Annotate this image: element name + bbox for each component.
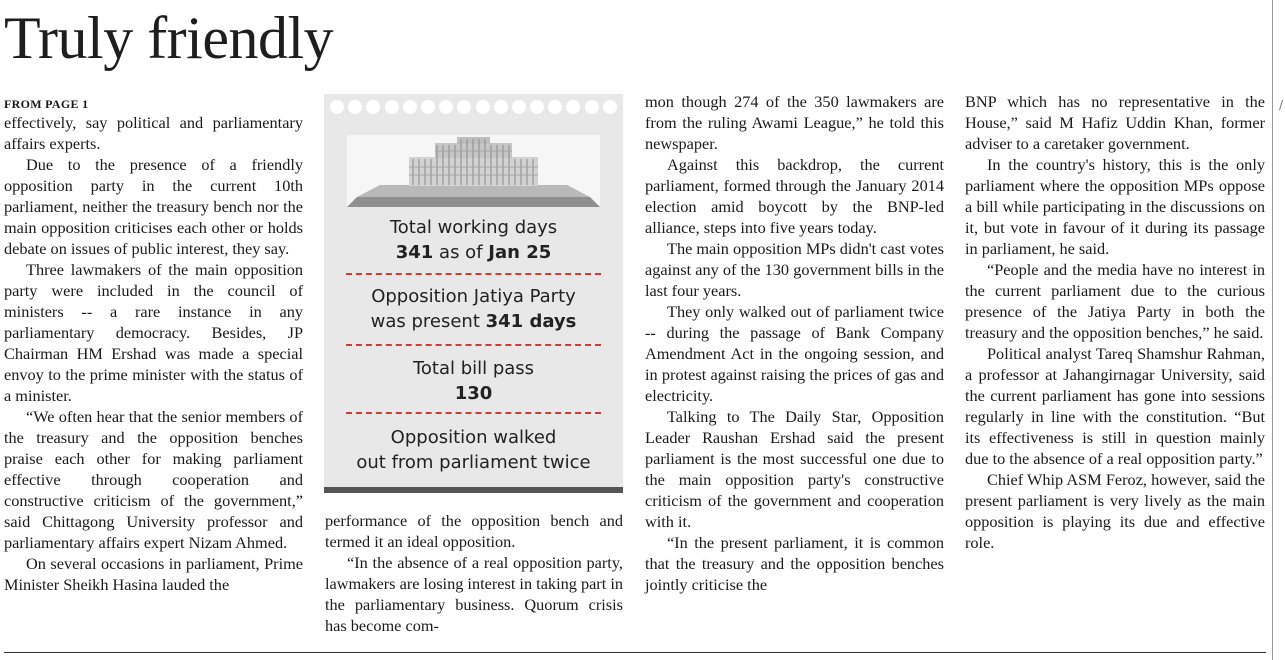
- paragraph: “We often hear that the senior members of the treasury and the opposition benches praise each other for making parliament effective through cooperation and constructive criticism of the government,” said Chittagong University professor and parliamentary affairs expert Nizam Ahmed.: [4, 407, 303, 552]
- paragraph: “In the absence of a real opposition party, lawmakers are losing interest in taking part in the parliamentary business. Quorum crisis has become com-: [325, 553, 623, 635]
- paragraph: performance of the opposition bench and termed it an ideal opposition.: [325, 511, 623, 551]
- stat-value: [324, 381, 623, 406]
- article-column-3: [645, 91, 944, 595]
- paragraph: “In the present parliament, it is common that the treasury and the opposition benches jointly criticise the: [645, 533, 944, 594]
- paragraph: mon though 274 of the 350 lawmakers are from the ruling Awami League,” he told this newspaper.: [645, 92, 944, 153]
- infobox-bottom-border: [324, 487, 623, 493]
- paragraph: Talking to The Daily Star, Opposition Leader Raushan Ershad said the present parliament is the most successful one due to the main opposition party's constructive criticism of the government and cooperation with it.: [645, 407, 944, 531]
- stat-number: 130: [454, 383, 493, 404]
- paragraph: On several occasions in parliament, Prime Minister Sheikh Hasina lauded the: [4, 554, 303, 594]
- bottom-rule: [4, 652, 1266, 653]
- paragraph: Chief Whip ASM Feroz, however, said the present parliament is very lively as the main opposition is playing its due and effective role.: [965, 470, 1265, 552]
- dashed-divider: [346, 412, 601, 414]
- stat-value: [324, 240, 623, 265]
- paragraph: Due to the presence of a friendly opposition party in the current 10th parliament, neither the treasury bench nor the main opposition criticises each other or holds debate on issues of public interest, they say.: [4, 155, 303, 258]
- stat-label: Opposition Jatiya Party: [371, 286, 576, 307]
- parliament-building-image: [347, 135, 600, 207]
- stat-number: 341 days: [485, 311, 577, 332]
- stat-label: Opposition walked: [390, 427, 557, 448]
- paragraph: “People and the media have no interest in the current parliament due to the curious presence of the Jatiya Party in both the treasury and the opposition benches,” he said.: [965, 260, 1265, 342]
- stat-label: out from parliament twice: [356, 452, 591, 473]
- stat-prefix: was present: [370, 311, 486, 332]
- paragraph: Three lawmakers of the main opposition party were included in the council of ministers -- a rare instance in any parliamentary democracy. Besides, JP Chairman HM Ershad was made a special envoy to the prime minister with the status of a minister.: [4, 260, 303, 405]
- notepad-binding-holes: [330, 100, 617, 118]
- stat-number: 341: [395, 242, 434, 263]
- stat-label: Total bill pass: [412, 358, 535, 379]
- stat-connector: as of: [433, 242, 489, 263]
- headline: Truly friendly: [4, 5, 334, 71]
- margin-marker: /: [1279, 98, 1284, 112]
- stat-value: [324, 309, 623, 334]
- page-edge-rule: [1272, 0, 1273, 660]
- paragraph: They only walked out of parliament twice -- during the passage of Bank Company Amendment Act in the ongoing session, and in protest against raising the prices of gas and electricity.: [645, 302, 944, 405]
- article-column-2: [325, 510, 623, 636]
- dashed-divider: [346, 273, 601, 275]
- paragraph: BNP which has no representative in the House,” said M Hafiz Uddin Khan, former adviser to a caretaker government.: [965, 92, 1265, 153]
- paragraph: The main opposition MPs didn't cast votes against any of the 130 government bills in the last four years.: [645, 239, 944, 300]
- stat-label: Total working days: [389, 217, 558, 238]
- stats-infobox: [324, 94, 623, 492]
- stat-working-days: [324, 215, 623, 265]
- dashed-divider: [346, 344, 601, 346]
- article-column-1: [4, 92, 303, 595]
- stat-opposition-present: [324, 284, 623, 334]
- stat-bill-pass: [324, 356, 623, 406]
- from-page-kicker: FROM PAGE 1: [4, 97, 89, 111]
- paragraph: In the country's history, this is the only parliament where the opposition MPs oppose a bill while participating in the discussions on it, but vote in favour of it during its passage in parliament, he said.: [965, 155, 1265, 258]
- article-column-4: [965, 91, 1265, 553]
- stat-date: Jan 25: [488, 242, 552, 263]
- paragraph: Against this backdrop, the current parliament, formed through the January 2014 election amid boycott by the BNP-led alliance, steps into five years today.: [645, 155, 944, 237]
- paragraph: effectively, say political and parliamentary affairs experts.: [4, 113, 303, 153]
- stat-walkouts: [324, 425, 623, 475]
- paragraph: Political analyst Tareq Shamshur Rahman, a professor at Jahangirnagar University, said the current parliament has gone into sessions regularly in line with the constitution. “But its effectiveness is still in question mainly due to the absence of a real opposition party.”: [965, 344, 1265, 468]
